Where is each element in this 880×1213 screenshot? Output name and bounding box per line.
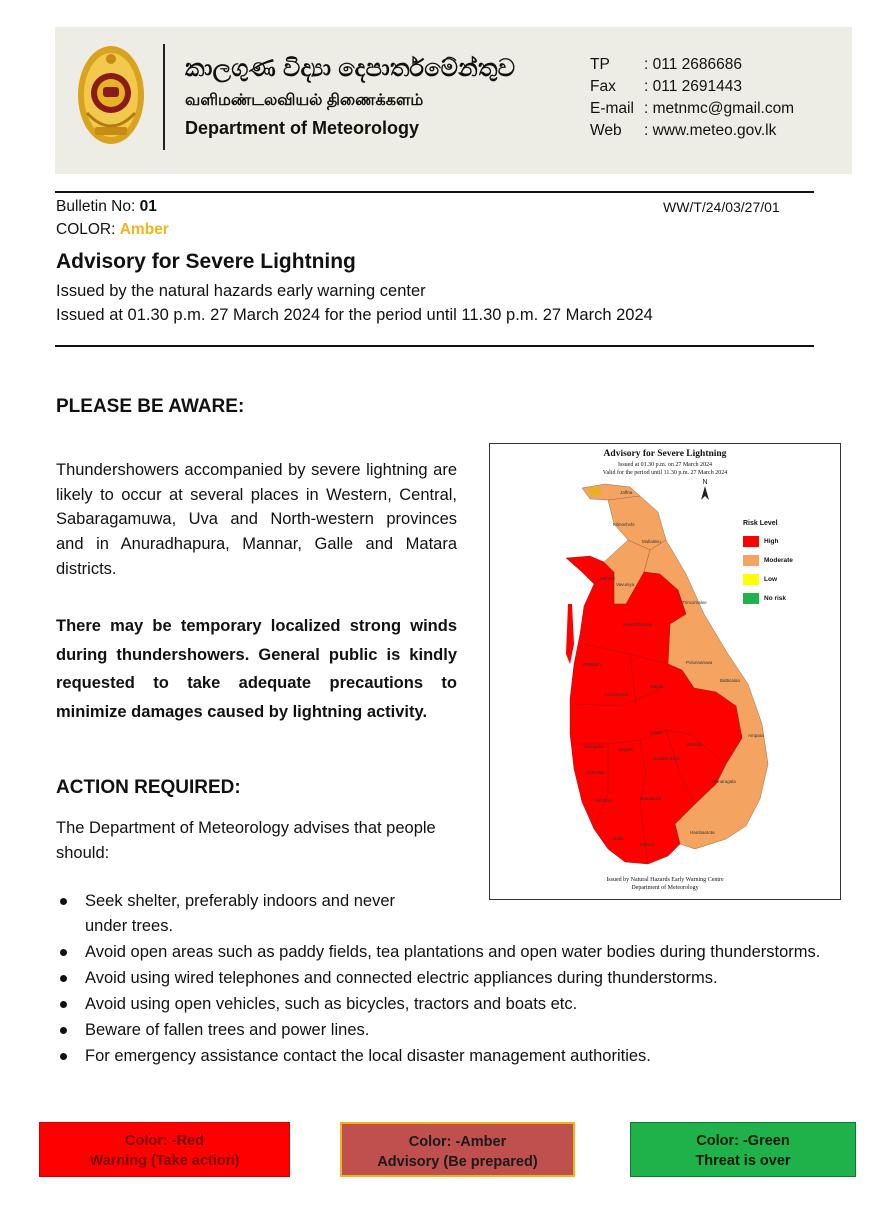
north-label: N: [702, 479, 708, 486]
map-label: Mannar: [600, 576, 616, 581]
map-label: Badulla: [687, 742, 703, 747]
bulletin-reference: WW/T/24/03/27/01: [663, 199, 780, 215]
map-valid: Valid for the period until 11.30 p.m. 27 March 2024: [602, 470, 728, 476]
please-be-aware-heading: PLEASE BE AWARE:: [56, 396, 245, 417]
map-label: Kilinochchi: [613, 522, 635, 527]
map-label: Polonnaruwa: [686, 660, 713, 665]
bulletin-number-label: Bulletin No:: [56, 198, 140, 215]
map-label: Ampara: [748, 733, 764, 738]
contact-key: TP: [590, 56, 610, 73]
map-credit: Issued by Natural Hazards Early Warning Centre: [606, 877, 724, 883]
contact-key: E-mail: [590, 100, 634, 117]
map-label: Anuradhapura: [623, 622, 652, 627]
map-label: Monaragala: [712, 779, 736, 784]
legend-label: No risk: [764, 595, 787, 602]
list-item: Avoid using open vehicles, such as bicycles, tractors and boats etc.: [56, 992, 826, 1017]
color-key-green-meaning: Threat is over: [695, 1153, 791, 1169]
sri-lanka-emblem-icon: [75, 43, 147, 147]
bulletin-number-value: 01: [139, 198, 157, 215]
bulletin-color: [56, 221, 169, 239]
legend-item-high: [743, 536, 793, 547]
action-intro: The Department of Meteorology advises that people should:: [56, 819, 436, 862]
legend-label: High: [764, 538, 779, 545]
map-legend: [743, 520, 793, 612]
color-key-green-title: Color: -Green: [696, 1133, 790, 1149]
map-label: Kegalle: [618, 747, 634, 752]
winds-paragraph: There may be temporary localized strong winds during thundershowers. General public is kindly requested to take adequate precautions to minimize damages caused by lightning activity.: [56, 617, 457, 721]
map-label: Trincomalee: [682, 600, 707, 605]
color-key-amber: [340, 1122, 575, 1177]
list-item: Avoid using wired telephones and connected electric appliances during thunderstorms.: [56, 966, 826, 991]
contact-key: Fax: [590, 78, 616, 95]
map-label: Matale: [650, 684, 664, 689]
color-key-amber-title: Color: -Amber: [408, 1134, 507, 1150]
bulletin-number: [56, 198, 157, 216]
map-label: Kurunegala: [605, 692, 629, 697]
department-name-tamil: வளிமண்டலவியல் திணைக்களம்: [185, 92, 424, 109]
legend-item-low: [743, 574, 793, 585]
map-label: Kalutara: [595, 798, 612, 803]
action-required-heading: ACTION REQUIRED:: [56, 777, 241, 798]
list-item: Beware of fallen trees and power lines.: [56, 1018, 826, 1043]
letterhead: [55, 27, 852, 174]
kalpitiya-peninsula: [566, 604, 574, 664]
map-label: Mullaitivu: [642, 539, 661, 544]
contact-block: [590, 54, 794, 142]
map-issued: Issued at 01.30 p.m. on 27 March 2024: [618, 462, 712, 468]
issued-by: Issued by the natural hazards early warning center: [56, 282, 426, 300]
aware-paragraph: Thundershowers accompanied by severe lightning are likely to occur at several places in Western, Central, Sabaragamuwa, Uva and North-western provinces and in Anuradhapura, Mannar, Galle and Matara districts.: [56, 461, 457, 578]
risk-map: [489, 443, 841, 900]
map-label: Batticaloa: [720, 678, 740, 683]
legend-swatch: [743, 536, 759, 547]
bulletin-color-label: COLOR:: [56, 221, 120, 238]
map-label: Puttalam: [583, 662, 601, 667]
color-key-red-meaning: Warning (Take action): [89, 1153, 240, 1169]
issued-at: Issued at 01.30 p.m. 27 March 2024 for the period until 11.30 p.m. 27 March 2024: [56, 306, 653, 324]
legend-swatch: [743, 574, 759, 585]
action-list: [56, 889, 826, 1070]
advisory-title: Advisory for Severe Lightning: [56, 250, 356, 273]
legend-swatch: [743, 555, 759, 566]
legend-item-moderate: [743, 555, 793, 566]
map-label: Ratnapura: [640, 796, 662, 801]
bulletin-color-value: Amber: [119, 221, 169, 238]
color-key-amber-meaning: Advisory (Be prepared): [377, 1154, 538, 1170]
map-label: Jaffna: [620, 490, 633, 495]
list-item: Avoid open areas such as paddy fields, tea plantations and open water bodies during thunderstorms.: [56, 940, 826, 965]
legend-item-no-risk: [743, 593, 793, 604]
map-label: Colombo: [586, 770, 605, 775]
map-label: Galle: [613, 836, 624, 841]
contact-key: Web: [590, 122, 622, 139]
contact-fax: : 011 2691443: [644, 78, 742, 95]
bottom-rule: [55, 345, 814, 347]
map-label: Matara: [640, 842, 655, 847]
map-credit-department: Department of Meteorology: [631, 885, 699, 891]
map-title: Advisory for Severe Lightning: [603, 449, 727, 459]
contact-email-link[interactable]: : metnmc@gmail.com: [644, 100, 795, 117]
top-rule: [55, 191, 814, 193]
map-label: Gampaha: [584, 744, 604, 749]
list-item: Seek shelter, preferably indoors and never under trees.: [56, 889, 435, 938]
map-label: Kandy: [650, 730, 663, 735]
color-key-red-title: Color: -Red: [125, 1133, 204, 1149]
contact-web-link[interactable]: : www.meteo.gov.lk: [644, 122, 777, 139]
legend-label: Low: [764, 576, 777, 583]
department-name-english: Department of Meteorology: [185, 118, 420, 138]
legend-label: Moderate: [764, 557, 793, 564]
map-label: Vavuniya: [616, 582, 635, 587]
contact-phone: : 011 2686686: [644, 56, 742, 73]
color-key-red: [39, 1122, 290, 1177]
map-label: Hambantota: [690, 830, 715, 835]
department-name-sinhala: කාලගුණ විද්‍යා දෙපාර්තමේන්තුව: [185, 55, 516, 82]
legend-swatch: [743, 593, 759, 604]
sri-lanka-map: [490, 444, 840, 899]
legend-title: Risk Level: [743, 520, 778, 527]
header-divider: [163, 44, 165, 150]
map-label: Nuwara Eliya: [653, 756, 680, 761]
color-key-green: [630, 1122, 856, 1177]
list-item: For emergency assistance contact the local disaster management authorities.: [56, 1044, 826, 1069]
